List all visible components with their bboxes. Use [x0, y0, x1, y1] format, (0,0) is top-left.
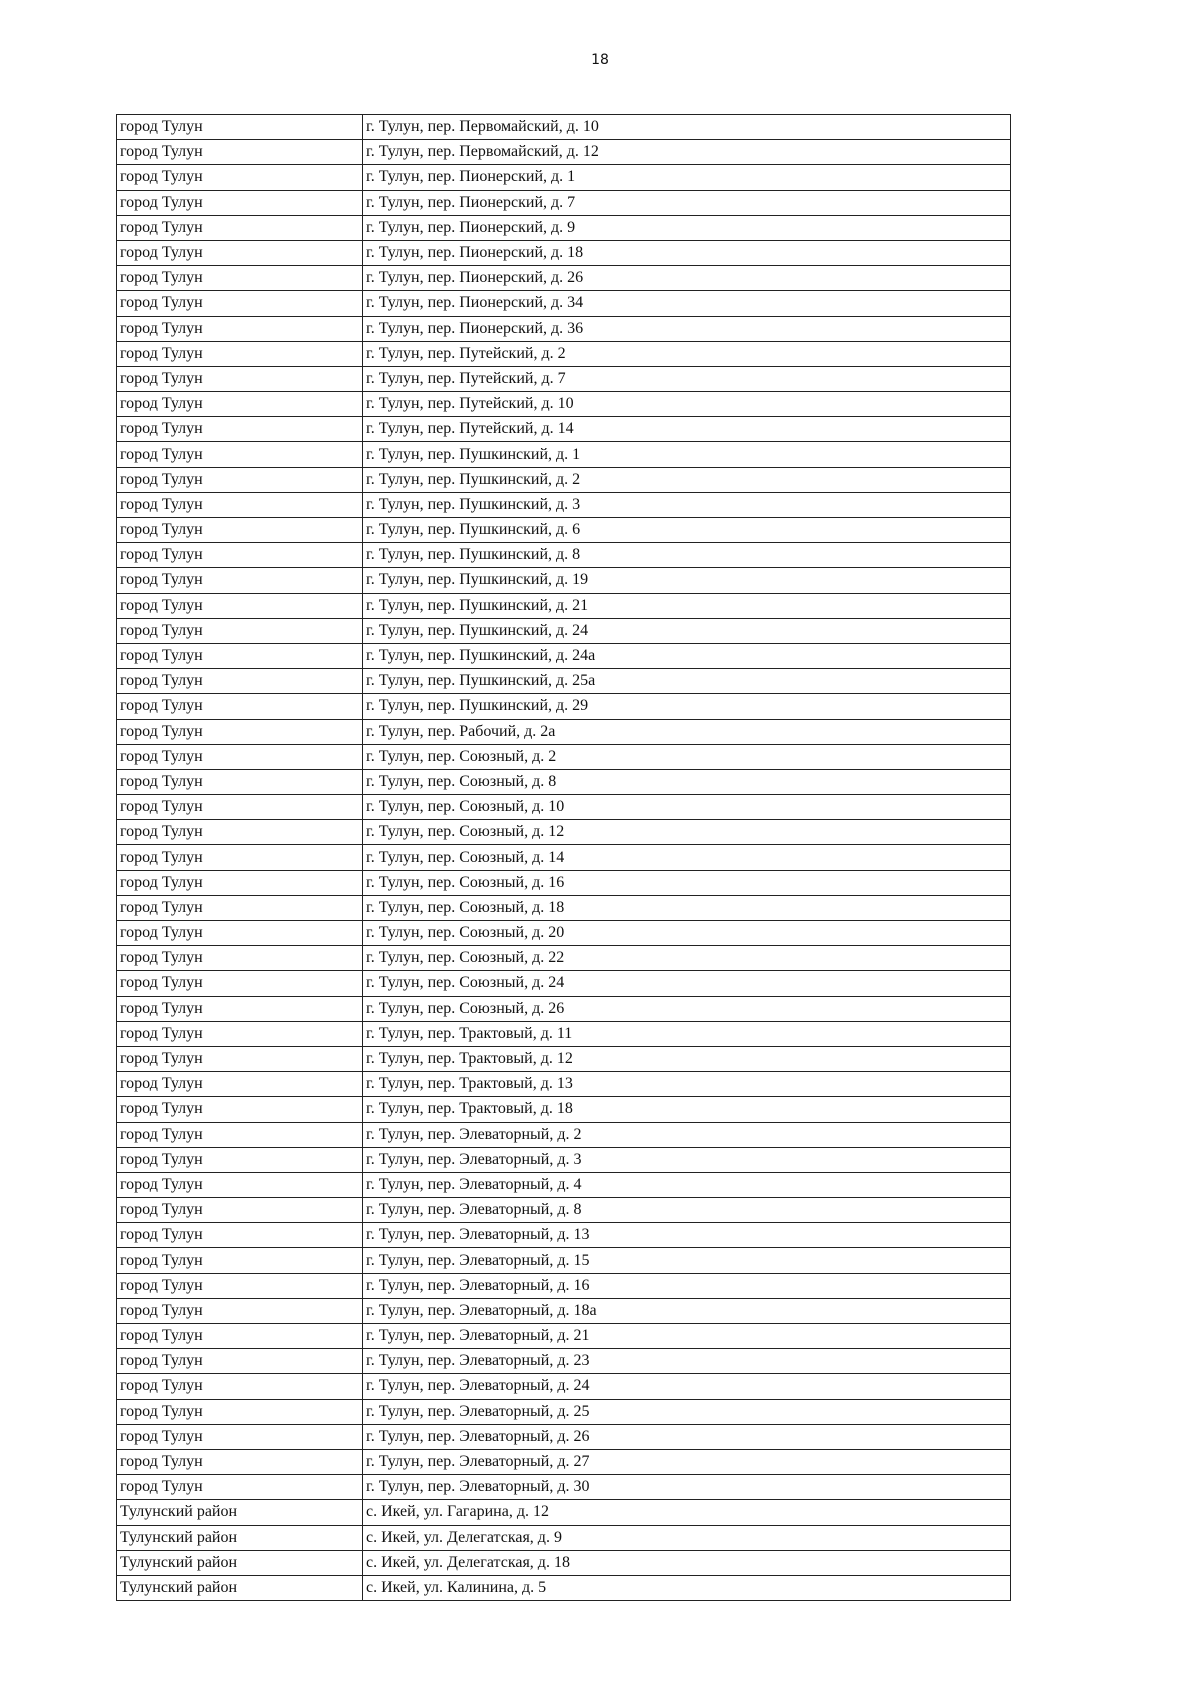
table-row [117, 240, 1011, 265]
locality-cell: город Тулун [117, 568, 363, 593]
address-cell: г. Тулун, пер. Союзный, д. 22 [363, 946, 1011, 971]
locality-cell: город Тулун [117, 1298, 363, 1323]
address-cell: г. Тулун, пер. Пушкинский, д. 25а [363, 669, 1011, 694]
locality-cell: город Тулун [117, 417, 363, 442]
address-cell: г. Тулун, пер. Пушкинский, д. 6 [363, 518, 1011, 543]
locality-cell: город Тулун [117, 643, 363, 668]
table-row [117, 1324, 1011, 1349]
address-cell: г. Тулун, пер. Пионерский, д. 34 [363, 291, 1011, 316]
address-cell: г. Тулун, пер. Путейский, д. 10 [363, 392, 1011, 417]
table-row [117, 895, 1011, 920]
table-row [117, 996, 1011, 1021]
address-cell: г. Тулун, пер. Элеваторный, д. 24 [363, 1374, 1011, 1399]
address-cell: г. Тулун, пер. Пушкинский, д. 8 [363, 543, 1011, 568]
address-cell: г. Тулун, пер. Пушкинский, д. 1 [363, 442, 1011, 467]
address-cell: г. Тулун, пер. Пионерский, д. 18 [363, 240, 1011, 265]
address-cell: с. Икей, ул. Калинина, д. 5 [363, 1575, 1011, 1600]
table-row [117, 769, 1011, 794]
address-cell: г. Тулун, пер. Союзный, д. 24 [363, 971, 1011, 996]
address-cell: г. Тулун, пер. Элеваторный, д. 13 [363, 1223, 1011, 1248]
address-cell: г. Тулун, пер. Союзный, д. 16 [363, 870, 1011, 895]
address-cell: г. Тулун, пер. Пионерский, д. 7 [363, 190, 1011, 215]
table-row [117, 1273, 1011, 1298]
table-row [117, 366, 1011, 391]
address-cell: г. Тулун, пер. Трактовый, д. 12 [363, 1046, 1011, 1071]
address-cell: г. Тулун, пер. Союзный, д. 26 [363, 996, 1011, 1021]
table-row [117, 643, 1011, 668]
address-cell: г. Тулун, пер. Элеваторный, д. 4 [363, 1172, 1011, 1197]
locality-cell: город Тулун [117, 518, 363, 543]
locality-cell: город Тулун [117, 744, 363, 769]
table-row [117, 1500, 1011, 1525]
locality-cell: город Тулун [117, 115, 363, 140]
address-cell: г. Тулун, пер. Союзный, д. 12 [363, 820, 1011, 845]
locality-cell: город Тулун [117, 618, 363, 643]
table-row [117, 795, 1011, 820]
table-row [117, 719, 1011, 744]
address-cell: г. Тулун, пер. Трактовый, д. 13 [363, 1072, 1011, 1097]
locality-cell: город Тулун [117, 341, 363, 366]
address-cell: г. Тулун, пер. Элеваторный, д. 26 [363, 1424, 1011, 1449]
table-row [117, 946, 1011, 971]
table-row [117, 870, 1011, 895]
address-cell: г. Тулун, пер. Элеваторный, д. 21 [363, 1324, 1011, 1349]
table-row [117, 442, 1011, 467]
table-row [117, 1122, 1011, 1147]
table-row [117, 1374, 1011, 1399]
table-row [117, 1147, 1011, 1172]
address-cell: г. Тулун, пер. Пионерский, д. 1 [363, 165, 1011, 190]
locality-cell: город Тулун [117, 1172, 363, 1197]
table-row [117, 215, 1011, 240]
table-row [117, 417, 1011, 442]
address-table [116, 114, 1011, 1601]
locality-cell: город Тулун [117, 996, 363, 1021]
table-row [117, 1172, 1011, 1197]
locality-cell: город Тулун [117, 1223, 363, 1248]
locality-cell: город Тулун [117, 1424, 363, 1449]
locality-cell: город Тулун [117, 769, 363, 794]
locality-cell: город Тулун [117, 1097, 363, 1122]
address-cell: г. Тулун, пер. Рабочий, д. 2а [363, 719, 1011, 744]
locality-cell: город Тулун [117, 971, 363, 996]
address-cell: г. Тулун, пер. Пушкинский, д. 24 [363, 618, 1011, 643]
locality-cell: Тулунский район [117, 1550, 363, 1575]
locality-cell: город Тулун [117, 215, 363, 240]
table-row [117, 291, 1011, 316]
locality-cell: город Тулун [117, 442, 363, 467]
table-row [117, 593, 1011, 618]
locality-cell: город Тулун [117, 190, 363, 215]
address-cell: г. Тулун, пер. Союзный, д. 8 [363, 769, 1011, 794]
locality-cell: город Тулун [117, 921, 363, 946]
table-row [117, 1248, 1011, 1273]
locality-cell: город Тулун [117, 140, 363, 165]
table-row [117, 165, 1011, 190]
address-cell: г. Тулун, пер. Трактовый, д. 18 [363, 1097, 1011, 1122]
table-row [117, 1021, 1011, 1046]
table-row [117, 140, 1011, 165]
table-row [117, 115, 1011, 140]
locality-cell: город Тулун [117, 165, 363, 190]
address-cell: г. Тулун, пер. Элеваторный, д. 15 [363, 1248, 1011, 1273]
locality-cell: Тулунский район [117, 1500, 363, 1525]
address-cell: г. Тулун, пер. Пионерский, д. 26 [363, 266, 1011, 291]
locality-cell: город Тулун [117, 845, 363, 870]
locality-cell: город Тулун [117, 1324, 363, 1349]
address-cell: г. Тулун, пер. Союзный, д. 20 [363, 921, 1011, 946]
address-cell: г. Тулун, пер. Пушкинский, д. 2 [363, 467, 1011, 492]
page-number: 18 [591, 52, 609, 68]
locality-cell: город Тулун [117, 392, 363, 417]
address-cell: г. Тулун, пер. Элеваторный, д. 8 [363, 1198, 1011, 1223]
address-cell: г. Тулун, пер. Элеваторный, д. 18а [363, 1298, 1011, 1323]
table-row [117, 1097, 1011, 1122]
address-cell: г. Тулун, пер. Элеваторный, д. 27 [363, 1449, 1011, 1474]
locality-cell: город Тулун [117, 1273, 363, 1298]
locality-cell: город Тулун [117, 240, 363, 265]
address-cell: г. Тулун, пер. Союзный, д. 18 [363, 895, 1011, 920]
locality-cell: город Тулун [117, 895, 363, 920]
table-row [117, 744, 1011, 769]
address-cell: г. Тулун, пер. Первомайский, д. 12 [363, 140, 1011, 165]
table-row [117, 1525, 1011, 1550]
table-row [117, 1072, 1011, 1097]
address-cell: г. Тулун, пер. Пушкинский, д. 3 [363, 492, 1011, 517]
table-row [117, 266, 1011, 291]
address-cell: г. Тулун, пер. Союзный, д. 2 [363, 744, 1011, 769]
locality-cell: город Тулун [117, 1349, 363, 1374]
address-cell: г. Тулун, пер. Пушкинский, д. 29 [363, 694, 1011, 719]
locality-cell: город Тулун [117, 1475, 363, 1500]
address-cell: г. Тулун, пер. Путейский, д. 7 [363, 366, 1011, 391]
table-row [117, 518, 1011, 543]
table-row [117, 1046, 1011, 1071]
locality-cell: город Тулун [117, 467, 363, 492]
locality-cell: город Тулун [117, 1122, 363, 1147]
table-row [117, 1198, 1011, 1223]
locality-cell: город Тулун [117, 1399, 363, 1424]
address-cell: г. Тулун, пер. Элеваторный, д. 2 [363, 1122, 1011, 1147]
table-row [117, 820, 1011, 845]
address-cell: г. Тулун, пер. Пушкинский, д. 21 [363, 593, 1011, 618]
address-cell: г. Тулун, пер. Первомайский, д. 10 [363, 115, 1011, 140]
address-cell: г. Тулун, пер. Элеваторный, д. 16 [363, 1273, 1011, 1298]
locality-cell: город Тулун [117, 669, 363, 694]
table-row [117, 1223, 1011, 1248]
table-row [117, 1298, 1011, 1323]
locality-cell: Тулунский район [117, 1575, 363, 1600]
address-cell: г. Тулун, пер. Пионерский, д. 36 [363, 316, 1011, 341]
table-row [117, 1550, 1011, 1575]
locality-cell: город Тулун [117, 316, 363, 341]
table-row [117, 1449, 1011, 1474]
locality-cell: город Тулун [117, 870, 363, 895]
table-row [117, 1575, 1011, 1600]
locality-cell: город Тулун [117, 820, 363, 845]
table-row [117, 316, 1011, 341]
locality-cell: город Тулун [117, 1198, 363, 1223]
locality-cell: город Тулун [117, 1046, 363, 1071]
locality-cell: город Тулун [117, 266, 363, 291]
address-cell: г. Тулун, пер. Пионерский, д. 9 [363, 215, 1011, 240]
locality-cell: город Тулун [117, 946, 363, 971]
address-cell: г. Тулун, пер. Пушкинский, д. 19 [363, 568, 1011, 593]
locality-cell: город Тулун [117, 593, 363, 618]
locality-cell: город Тулун [117, 366, 363, 391]
table-row [117, 341, 1011, 366]
locality-cell: город Тулун [117, 291, 363, 316]
address-cell: г. Тулун, пер. Путейский, д. 14 [363, 417, 1011, 442]
table-row [117, 1475, 1011, 1500]
locality-cell: город Тулун [117, 1021, 363, 1046]
locality-cell: город Тулун [117, 1374, 363, 1399]
table-row [117, 190, 1011, 215]
address-cell: с. Икей, ул. Делегатская, д. 9 [363, 1525, 1011, 1550]
locality-cell: город Тулун [117, 492, 363, 517]
address-cell: г. Тулун, пер. Союзный, д. 14 [363, 845, 1011, 870]
table-row [117, 392, 1011, 417]
table-row [117, 568, 1011, 593]
locality-cell: город Тулун [117, 795, 363, 820]
locality-cell: город Тулун [117, 694, 363, 719]
locality-cell: город Тулун [117, 1072, 363, 1097]
table-row [117, 543, 1011, 568]
table-row [117, 618, 1011, 643]
table-row [117, 1349, 1011, 1374]
table-row [117, 492, 1011, 517]
address-cell: г. Тулун, пер. Пушкинский, д. 24а [363, 643, 1011, 668]
table-row [117, 467, 1011, 492]
table-body [117, 115, 1011, 1601]
address-cell: г. Тулун, пер. Элеваторный, д. 3 [363, 1147, 1011, 1172]
locality-cell: город Тулун [117, 1449, 363, 1474]
locality-cell: город Тулун [117, 1248, 363, 1273]
table-row [117, 694, 1011, 719]
address-cell: г. Тулун, пер. Элеваторный, д. 30 [363, 1475, 1011, 1500]
table-row [117, 1399, 1011, 1424]
address-cell: г. Тулун, пер. Трактовый, д. 11 [363, 1021, 1011, 1046]
address-cell: г. Тулун, пер. Элеваторный, д. 25 [363, 1399, 1011, 1424]
table-row [117, 921, 1011, 946]
address-cell: г. Тулун, пер. Путейский, д. 2 [363, 341, 1011, 366]
address-cell: г. Тулун, пер. Элеваторный, д. 23 [363, 1349, 1011, 1374]
address-cell: с. Икей, ул. Делегатская, д. 18 [363, 1550, 1011, 1575]
locality-cell: город Тулун [117, 719, 363, 744]
table-row [117, 971, 1011, 996]
table-row [117, 669, 1011, 694]
locality-cell: город Тулун [117, 1147, 363, 1172]
table-row [117, 1424, 1011, 1449]
locality-cell: город Тулун [117, 543, 363, 568]
table-row [117, 845, 1011, 870]
address-cell: г. Тулун, пер. Союзный, д. 10 [363, 795, 1011, 820]
address-cell: с. Икей, ул. Гагарина, д. 12 [363, 1500, 1011, 1525]
locality-cell: Тулунский район [117, 1525, 363, 1550]
